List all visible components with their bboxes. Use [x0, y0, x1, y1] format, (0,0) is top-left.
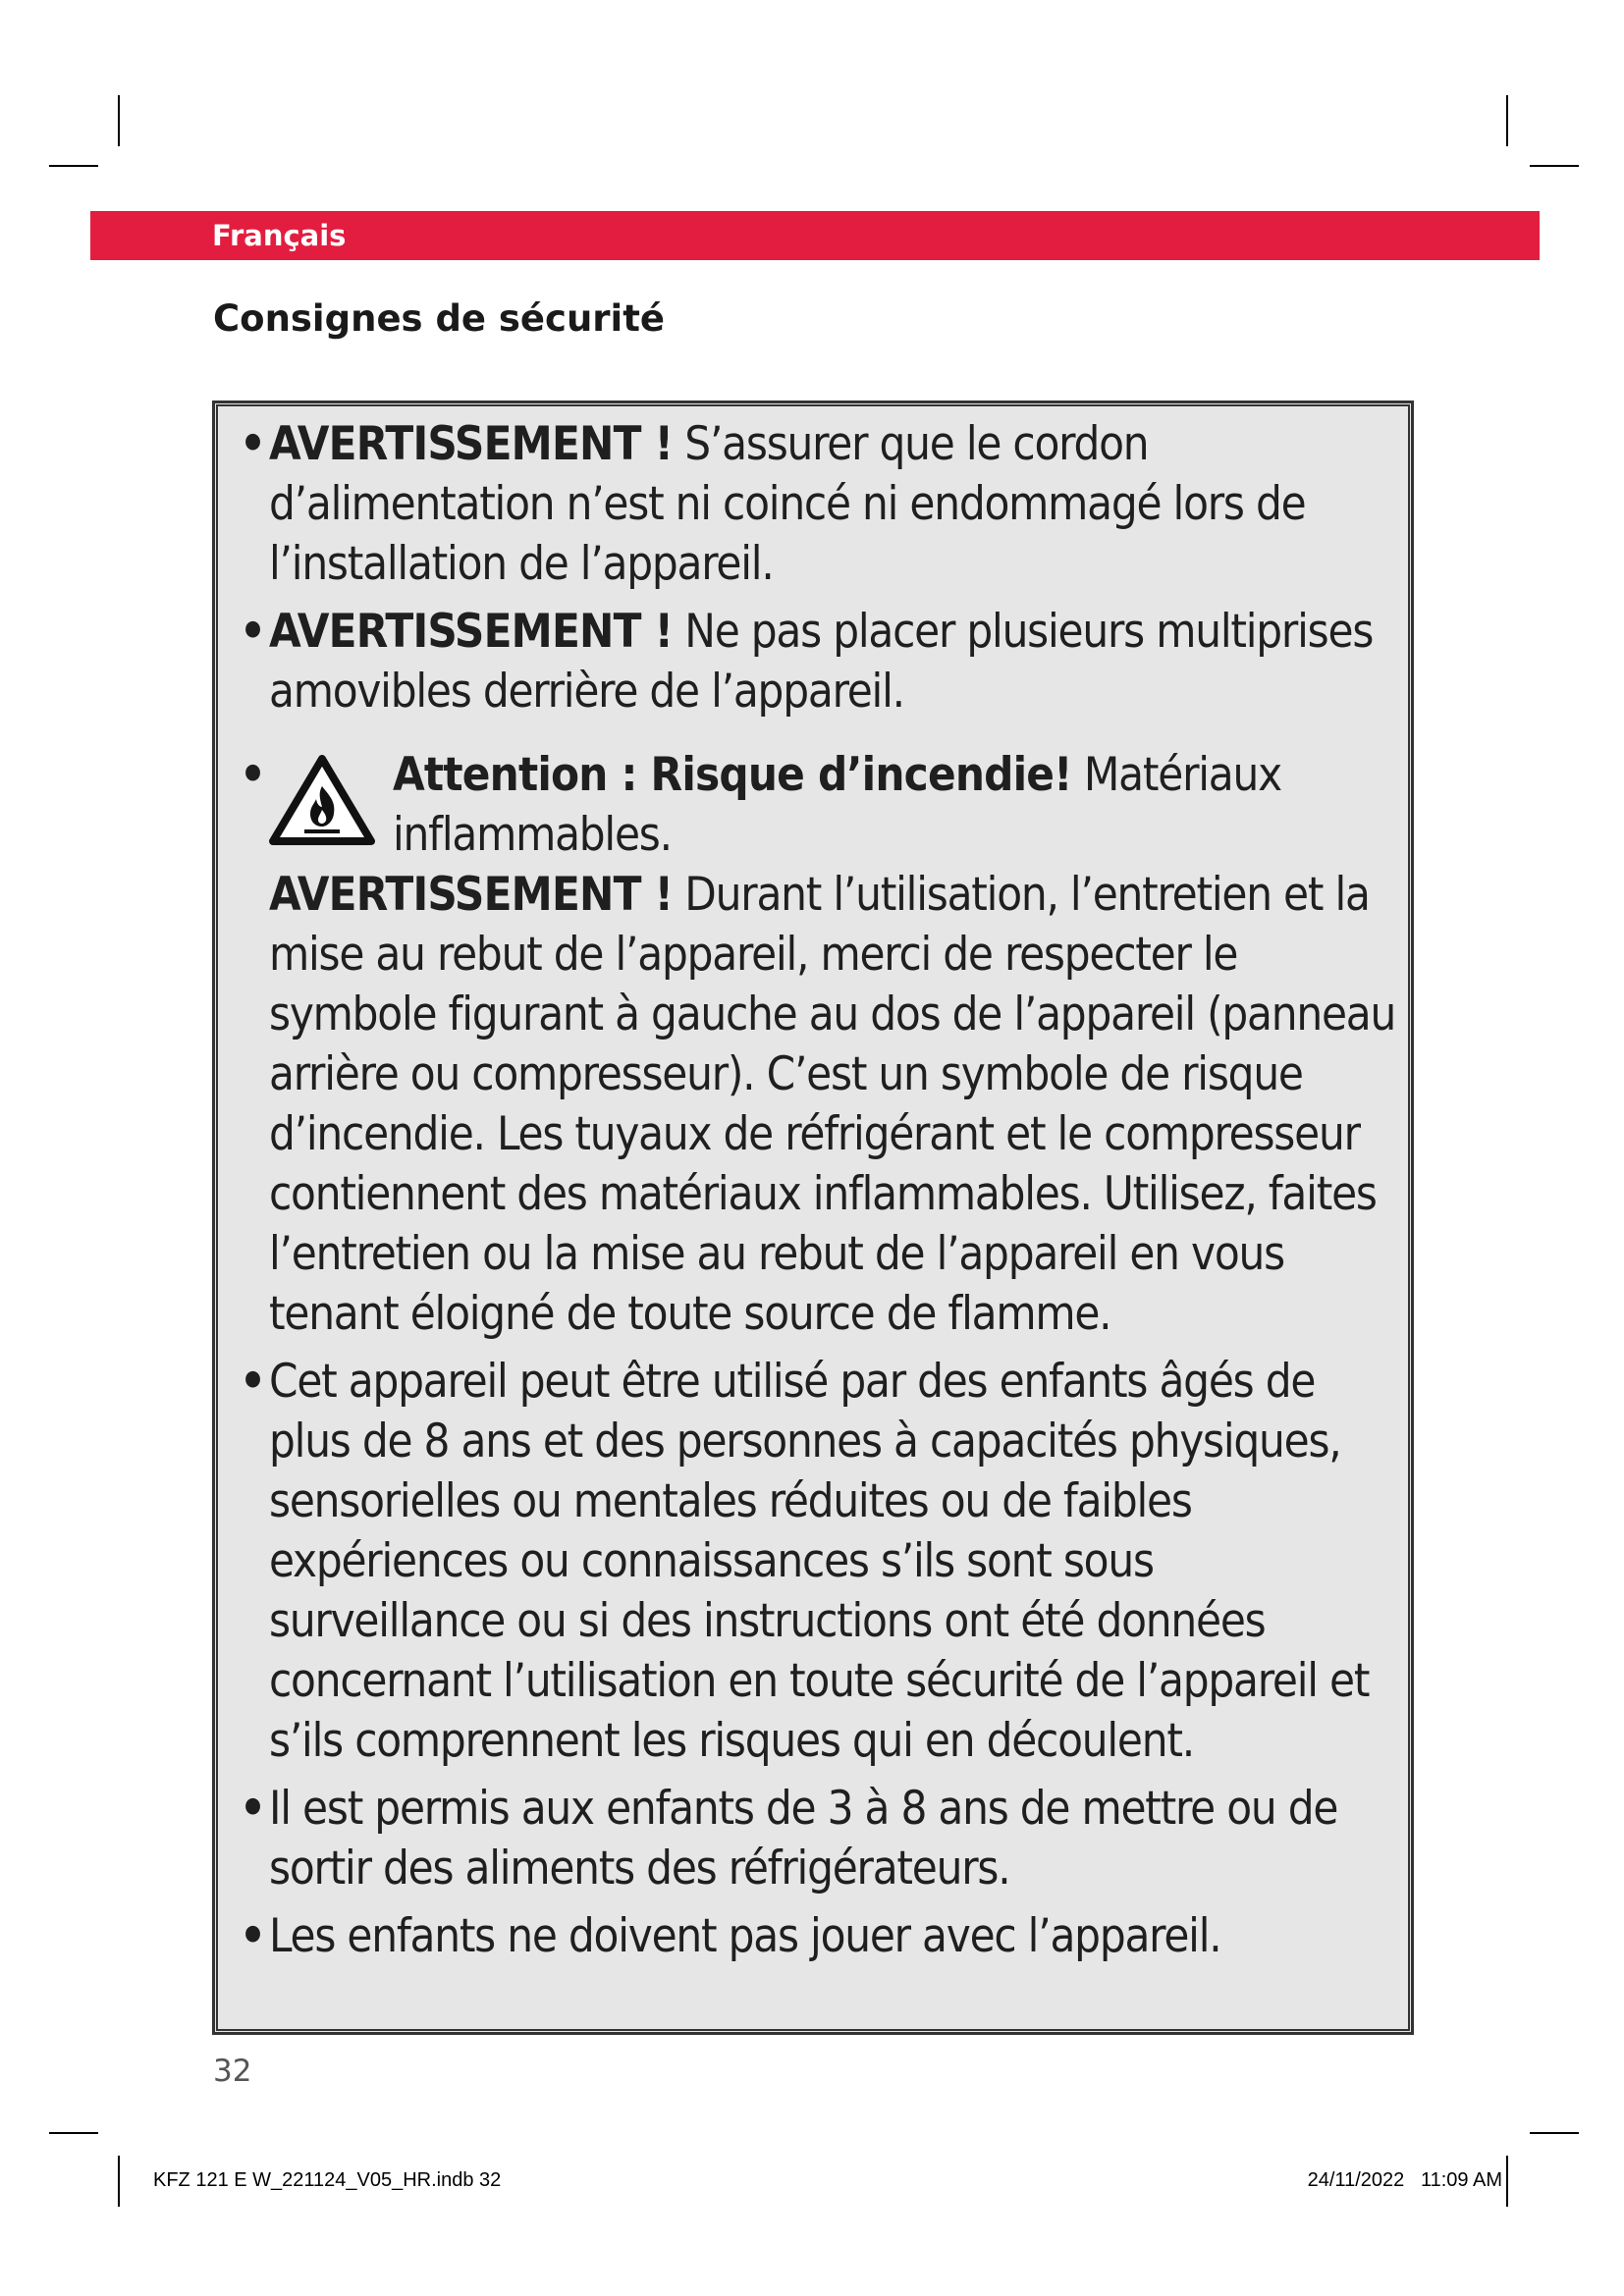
safety-list	[240, 414, 1398, 1966]
attention-keyword: Attention : Risque d’incendie!	[393, 748, 1072, 802]
crop-mark-top-left-horizontal	[49, 165, 98, 167]
attention-text: Matériaux inflammables.	[393, 748, 1281, 862]
safety-item-fire-risk	[240, 745, 1398, 1344]
fire-risk-heading-row	[269, 745, 1398, 865]
warning-text: S’assurer que le cordon d’alimentation n’est ni coincé ni endommagé lors de l’installation de l’appareil.	[269, 417, 1306, 591]
bullet: •	[240, 748, 265, 802]
crop-mark-bottom-right-horizontal	[1530, 2132, 1579, 2134]
footer-date: 24/11/2022	[1307, 2169, 1405, 2191]
crop-mark-top-right-horizontal	[1530, 165, 1579, 167]
footer-time: 11:09 AM	[1420, 2169, 1502, 2191]
crop-mark-bottom-right-vertical	[1506, 2156, 1508, 2207]
crop-mark-bottom-left-horizontal	[49, 2132, 98, 2134]
item-text: Les enfants ne doivent pas jouer avec l’appareil.	[269, 1909, 1221, 1963]
safety-instructions-box	[213, 401, 1413, 2034]
bullet: •	[240, 417, 265, 471]
safety-item-children-loading	[240, 1779, 1398, 1898]
warning-text: Durant l’utilisation, l’entretien et la mise au rebut de l’appareil, merci de respecter le symbole figurant à gauche au dos de l’appareil (panneau arrière ou compresseur). C’est un symbole de risque d’incendie. Les tuyaux de réfrigérant et le compresseur contiennent des matériaux inflammables. Utilisez, faites l’entretien ou la mise au rebut de l’appareil en vous tenant éloigné de toute source de flamme.	[269, 868, 1396, 1341]
language-label: Français	[212, 219, 347, 252]
fire-risk-warning	[269, 865, 1398, 1344]
safety-item-children-play	[240, 1906, 1398, 1966]
safety-item-children-supervision	[240, 1352, 1398, 1771]
safety-item-power-cord	[240, 414, 1398, 594]
crop-mark-top-left-vertical	[118, 95, 120, 146]
warning-keyword: AVERTISSEMENT !	[269, 605, 674, 659]
crop-mark-bottom-left-vertical	[118, 2156, 120, 2207]
item-text: Cet appareil peut être utilisé par des enfants âgés de plus de 8 ans et des personnes à capacités physiques, sensorielles ou mentales réduites ou de faibles expériences ou connaissances s’ils sont sous surveillance ou si des instructions ont été données concernant l’utilisation en toute sécurité de l’appareil et s’ils comprennent les risques qui en découlent.	[269, 1355, 1370, 1768]
section-title: Consignes de sécurité	[213, 297, 666, 340]
language-band	[90, 211, 1540, 260]
bullet: •	[240, 1909, 265, 1963]
bullet: •	[240, 1782, 265, 1836]
fire-warning-icon	[269, 753, 375, 847]
item-text: Il est permis aux enfants de 3 à 8 ans de mettre ou de sortir des aliments des réfrigérateurs.	[269, 1782, 1338, 1896]
fire-risk-heading	[393, 745, 1398, 865]
footer-timestamp	[1308, 2167, 1502, 2193]
crop-mark-top-right-vertical	[1506, 95, 1508, 146]
warning-keyword: AVERTISSEMENT !	[269, 417, 674, 471]
page-number: 32	[213, 2054, 252, 2089]
footer-file-info: KFZ 121 E W_221124_V05_HR.indb 32	[153, 2169, 502, 2191]
bullet: •	[240, 1355, 265, 1409]
bullet: •	[240, 605, 265, 659]
safety-item-power-strips	[240, 602, 1398, 721]
warning-keyword: AVERTISSEMENT !	[269, 868, 674, 922]
warning-text: Ne pas placer plusieurs multiprises amovibles derrière de l’appareil.	[269, 605, 1374, 719]
